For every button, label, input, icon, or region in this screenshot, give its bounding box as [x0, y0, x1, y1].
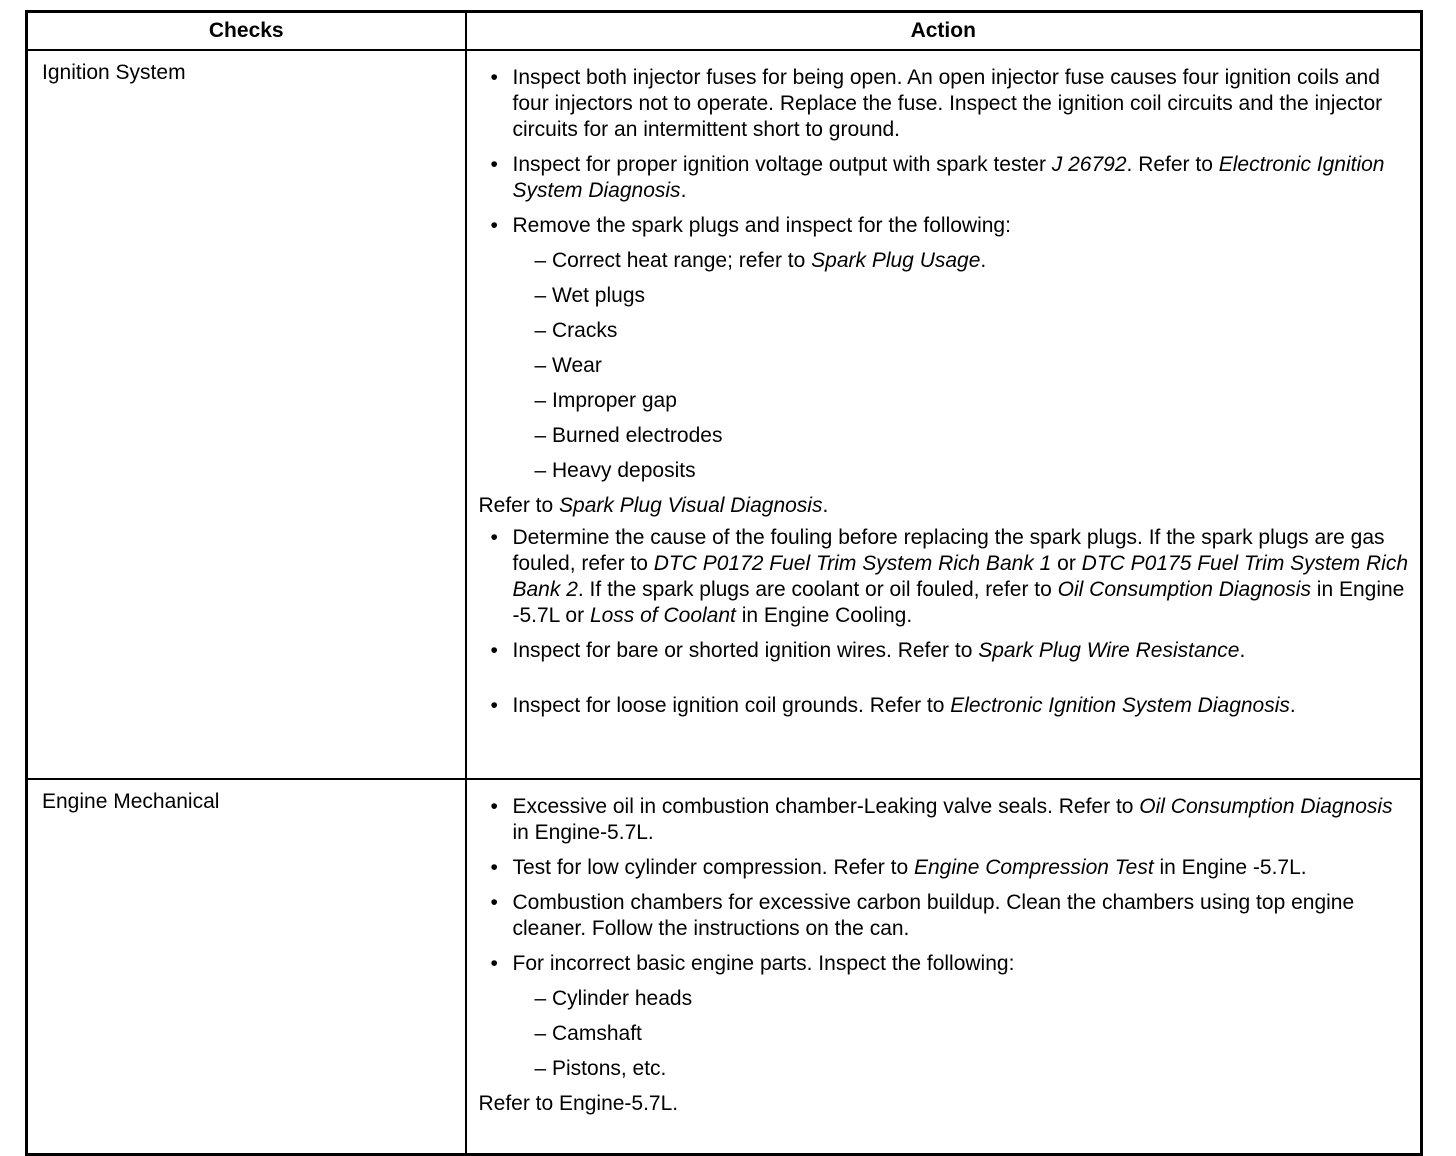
item-text: . — [980, 249, 987, 272]
reference-link-text: Oil Consumption Diagnosis — [1139, 795, 1393, 818]
reference-link-text: DTC P0175 Fuel Trim System Rich Bank 2 — [512, 552, 1409, 601]
header-row — [27, 12, 1422, 51]
bullet-item — [479, 213, 1411, 239]
sub-item — [479, 283, 1411, 309]
item-text: . Refer to — [1126, 153, 1219, 176]
reference-link-text: Spark Plug Visual Diagnosis — [559, 494, 823, 517]
header-checks: Checks — [27, 12, 466, 51]
reference-link-text: Spark Plug Usage — [811, 249, 981, 272]
reference-note — [479, 493, 1411, 519]
reference-link-text: Loss of Coolant — [589, 604, 736, 627]
sub-item — [479, 248, 1411, 274]
item-text: . — [822, 494, 829, 517]
item-text: Excessive oil in combustion chamber-Leaking valve seals. Refer to — [512, 795, 1140, 818]
item-text: in Engine Cooling. — [735, 604, 913, 627]
item-text: Inspect for loose ignition coil grounds. Refer to — [512, 694, 951, 717]
sub-item — [479, 423, 1411, 449]
item-text: – Wet plugs — [534, 284, 646, 307]
reference-link-text: Oil Consumption Diagnosis — [1057, 578, 1311, 601]
header-action: Action — [466, 12, 1422, 51]
action-cell — [466, 779, 1422, 1155]
table-row — [27, 779, 1422, 1155]
check-cell: Ignition System — [27, 50, 466, 779]
item-text: – Correct heat range; refer to — [534, 249, 812, 272]
sub-item — [479, 986, 1411, 1012]
sub-item — [479, 388, 1411, 414]
item-text: – Pistons, etc. — [534, 1057, 667, 1080]
item-text: Inspect for bare or shorted ignition wires. Refer to — [512, 639, 979, 662]
item-text: Inspect for proper ignition voltage output with spark tester — [512, 153, 1052, 176]
sub-item — [479, 318, 1411, 344]
item-text: – Improper gap — [534, 389, 677, 412]
item-text: . — [1289, 694, 1296, 717]
item-text: – Cracks — [534, 319, 618, 342]
item-text: in Engine -5.7L. — [1153, 856, 1307, 879]
bullet-item — [479, 525, 1411, 629]
bullet-item — [479, 890, 1411, 942]
reference-note — [479, 1091, 1411, 1117]
item-text: Refer to — [478, 494, 560, 517]
sub-item — [479, 458, 1411, 484]
item-text: Determine the cause of the fouling before replacing the spark plugs. If the spark plugs are gas fouled, refer to — [512, 526, 1385, 575]
item-text: Combustion chambers for excessive carbon buildup. Clean the chambers using top engine cleaner. Follow the instructions on the can. — [512, 891, 1355, 940]
action-cell — [466, 50, 1422, 779]
reference-link-text: J 26792 — [1051, 153, 1127, 176]
item-text: . — [680, 179, 687, 202]
item-text: Inspect both injector fuses for being open. An open injector fuse causes four ignition coils and four injectors not to operate. Replace the fuse. Inspect the ignition coil circuits and the injector circuits for an intermittent short to ground. — [512, 66, 1383, 141]
bullet-item — [479, 152, 1411, 204]
item-text: or — [1051, 552, 1082, 575]
reference-link-text: DTC P0172 Fuel Trim System Rich Bank 1 — [653, 552, 1052, 575]
item-text: in Engine -5.7L or — [512, 578, 1405, 627]
bullet-item — [479, 951, 1411, 977]
item-text: – Wear — [534, 354, 602, 377]
item-text: . If the spark plugs are coolant or oil fouled, refer to — [577, 578, 1058, 601]
check-cell: Engine Mechanical — [27, 779, 466, 1155]
spacer — [479, 673, 1411, 693]
reference-link-text: Electronic Ignition System Diagnosis — [950, 694, 1290, 717]
reference-link-text: Engine Compression Test — [913, 856, 1154, 879]
item-text: . — [1239, 639, 1246, 662]
checks-action-table — [25, 10, 1423, 1156]
item-text: in Engine-5.7L. — [512, 821, 654, 844]
sub-item — [479, 1056, 1411, 1082]
item-text: Remove the spark plugs and inspect for the following: — [512, 214, 1011, 237]
bullet-item — [479, 638, 1411, 664]
bullet-item — [479, 855, 1411, 881]
sub-item — [479, 353, 1411, 379]
sub-item — [479, 1021, 1411, 1047]
bullet-item — [479, 794, 1411, 846]
item-text: Refer to Engine-5.7L. — [478, 1092, 679, 1115]
reference-link-text: Spark Plug Wire Resistance — [978, 639, 1240, 662]
reference-link-text: Electronic Ignition System Diagnosis — [512, 153, 1385, 202]
bullet-item — [479, 693, 1411, 719]
table-row — [27, 50, 1422, 779]
item-text: For incorrect basic engine parts. Inspect the following: — [512, 952, 1015, 975]
bullet-item — [479, 65, 1411, 143]
item-text: Test for low cylinder compression. Refer to — [512, 856, 914, 879]
item-text: – Heavy deposits — [534, 459, 696, 482]
item-text: – Cylinder heads — [534, 987, 693, 1010]
item-text: – Burned electrodes — [534, 424, 723, 447]
item-text: – Camshaft — [534, 1022, 642, 1045]
